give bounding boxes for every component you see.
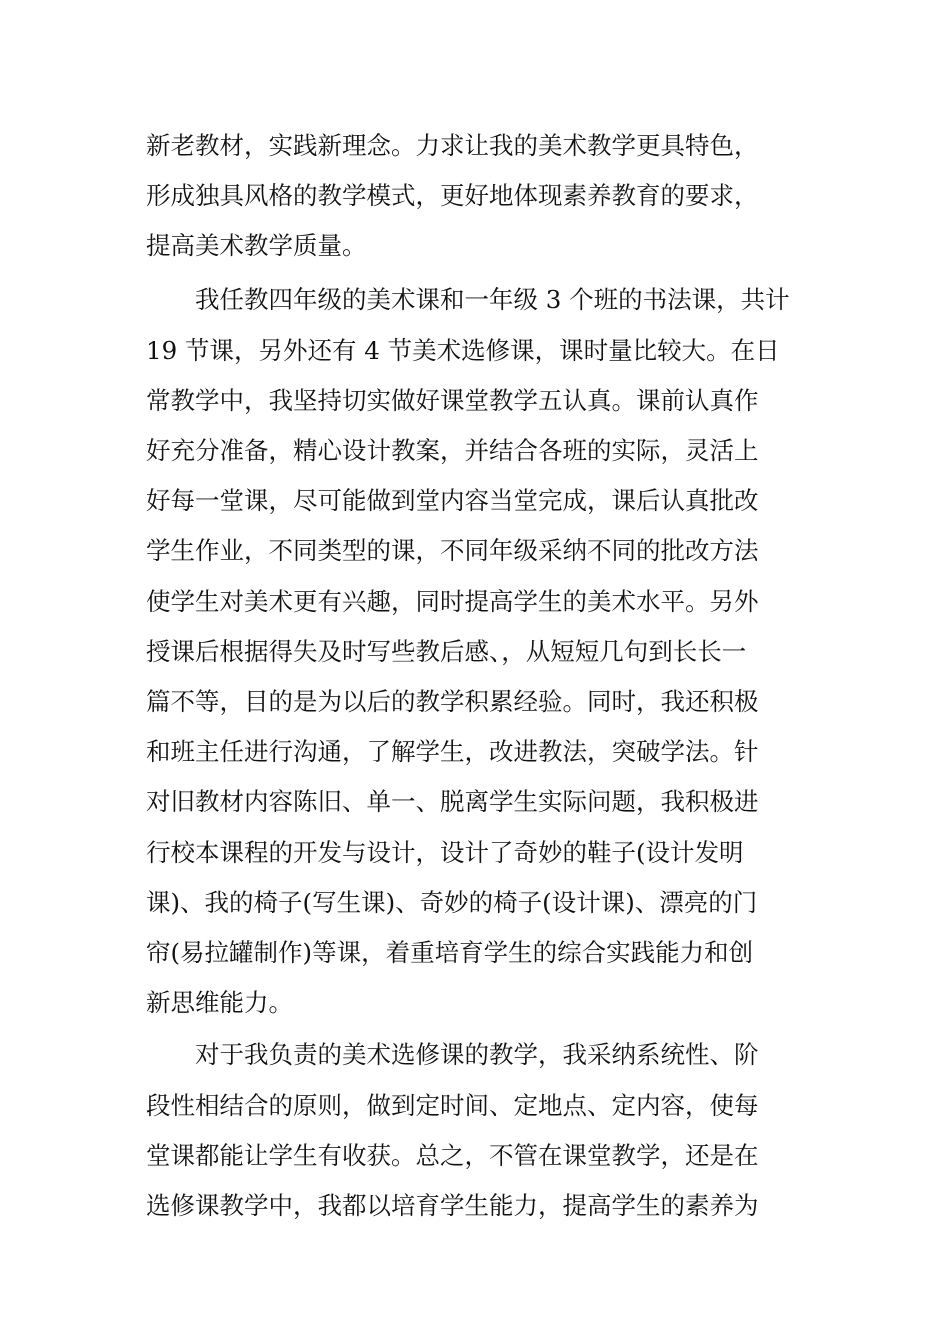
text-line: 新老教材，实践新理念。力求让我的美术教学更具特色， [146,131,759,160]
text-line: 篇不等，目的是为以后的教学积累经验。同时，我还积极 [146,687,759,716]
text-line: 我任教四年级的美术课和一年级 3 个班的书法课，共计 [195,285,790,314]
text-line: 好每一堂课，尽可能做到堂内容当堂完成，课后认真批改 [146,486,759,515]
text-line: 新思维能力。 [146,988,293,1017]
text-line: 19 节课，另外还有 4 节美术选修课，课时量比较大。在日 [146,336,780,365]
text-line: 对旧教材内容陈旧、单一、脱离学生实际问题，我积极进 [146,787,759,816]
text-line: 行校本课程的开发与设计，设计了奇妙的鞋子(设计发明 [146,838,744,867]
text-line: 使学生对美术更有兴趣，同时提高学生的美术水平。另外 [146,587,759,616]
text-line: 帘(易拉罐制作)等课，着重培育学生的综合实践能力和创 [146,938,754,967]
text-line: 好充分准备，精心设计教案，并结合各班的实际，灵活上 [146,436,759,465]
text-line: 形成独具风格的教学模式，更好地体现素养教育的要求， [146,181,759,210]
text-line: 对于我负责的美术选修课的教学，我采纳系统性、阶 [195,1040,759,1069]
text-line: 堂课都能让学生有收获。总之，不管在课堂教学，还是在 [146,1141,759,1170]
text-line: 段性相结合的原则，做到定时间、定地点、定内容，使每 [146,1091,759,1120]
text-line: 和班主任进行沟通，了解学生，改进教法，突破学法。针 [146,737,759,766]
text-line: 提高美术教学质量。 [146,231,367,260]
text-line: 常教学中，我坚持切实做好课堂教学五认真。课前认真作 [146,386,759,415]
text-line: 课)、我的椅子(写生课)、奇妙的椅子(设计课)、漂亮的门 [146,888,758,917]
text-line: 授课后根据得失及时写些教后感、，从短短几句到长长一 [146,637,747,666]
text-line: 选修课教学中，我都以培育学生能力，提高学生的素养为 [146,1191,759,1220]
text-line: 学生作业，不同类型的课，不同年级采纳不同的批改方法 [146,536,759,565]
